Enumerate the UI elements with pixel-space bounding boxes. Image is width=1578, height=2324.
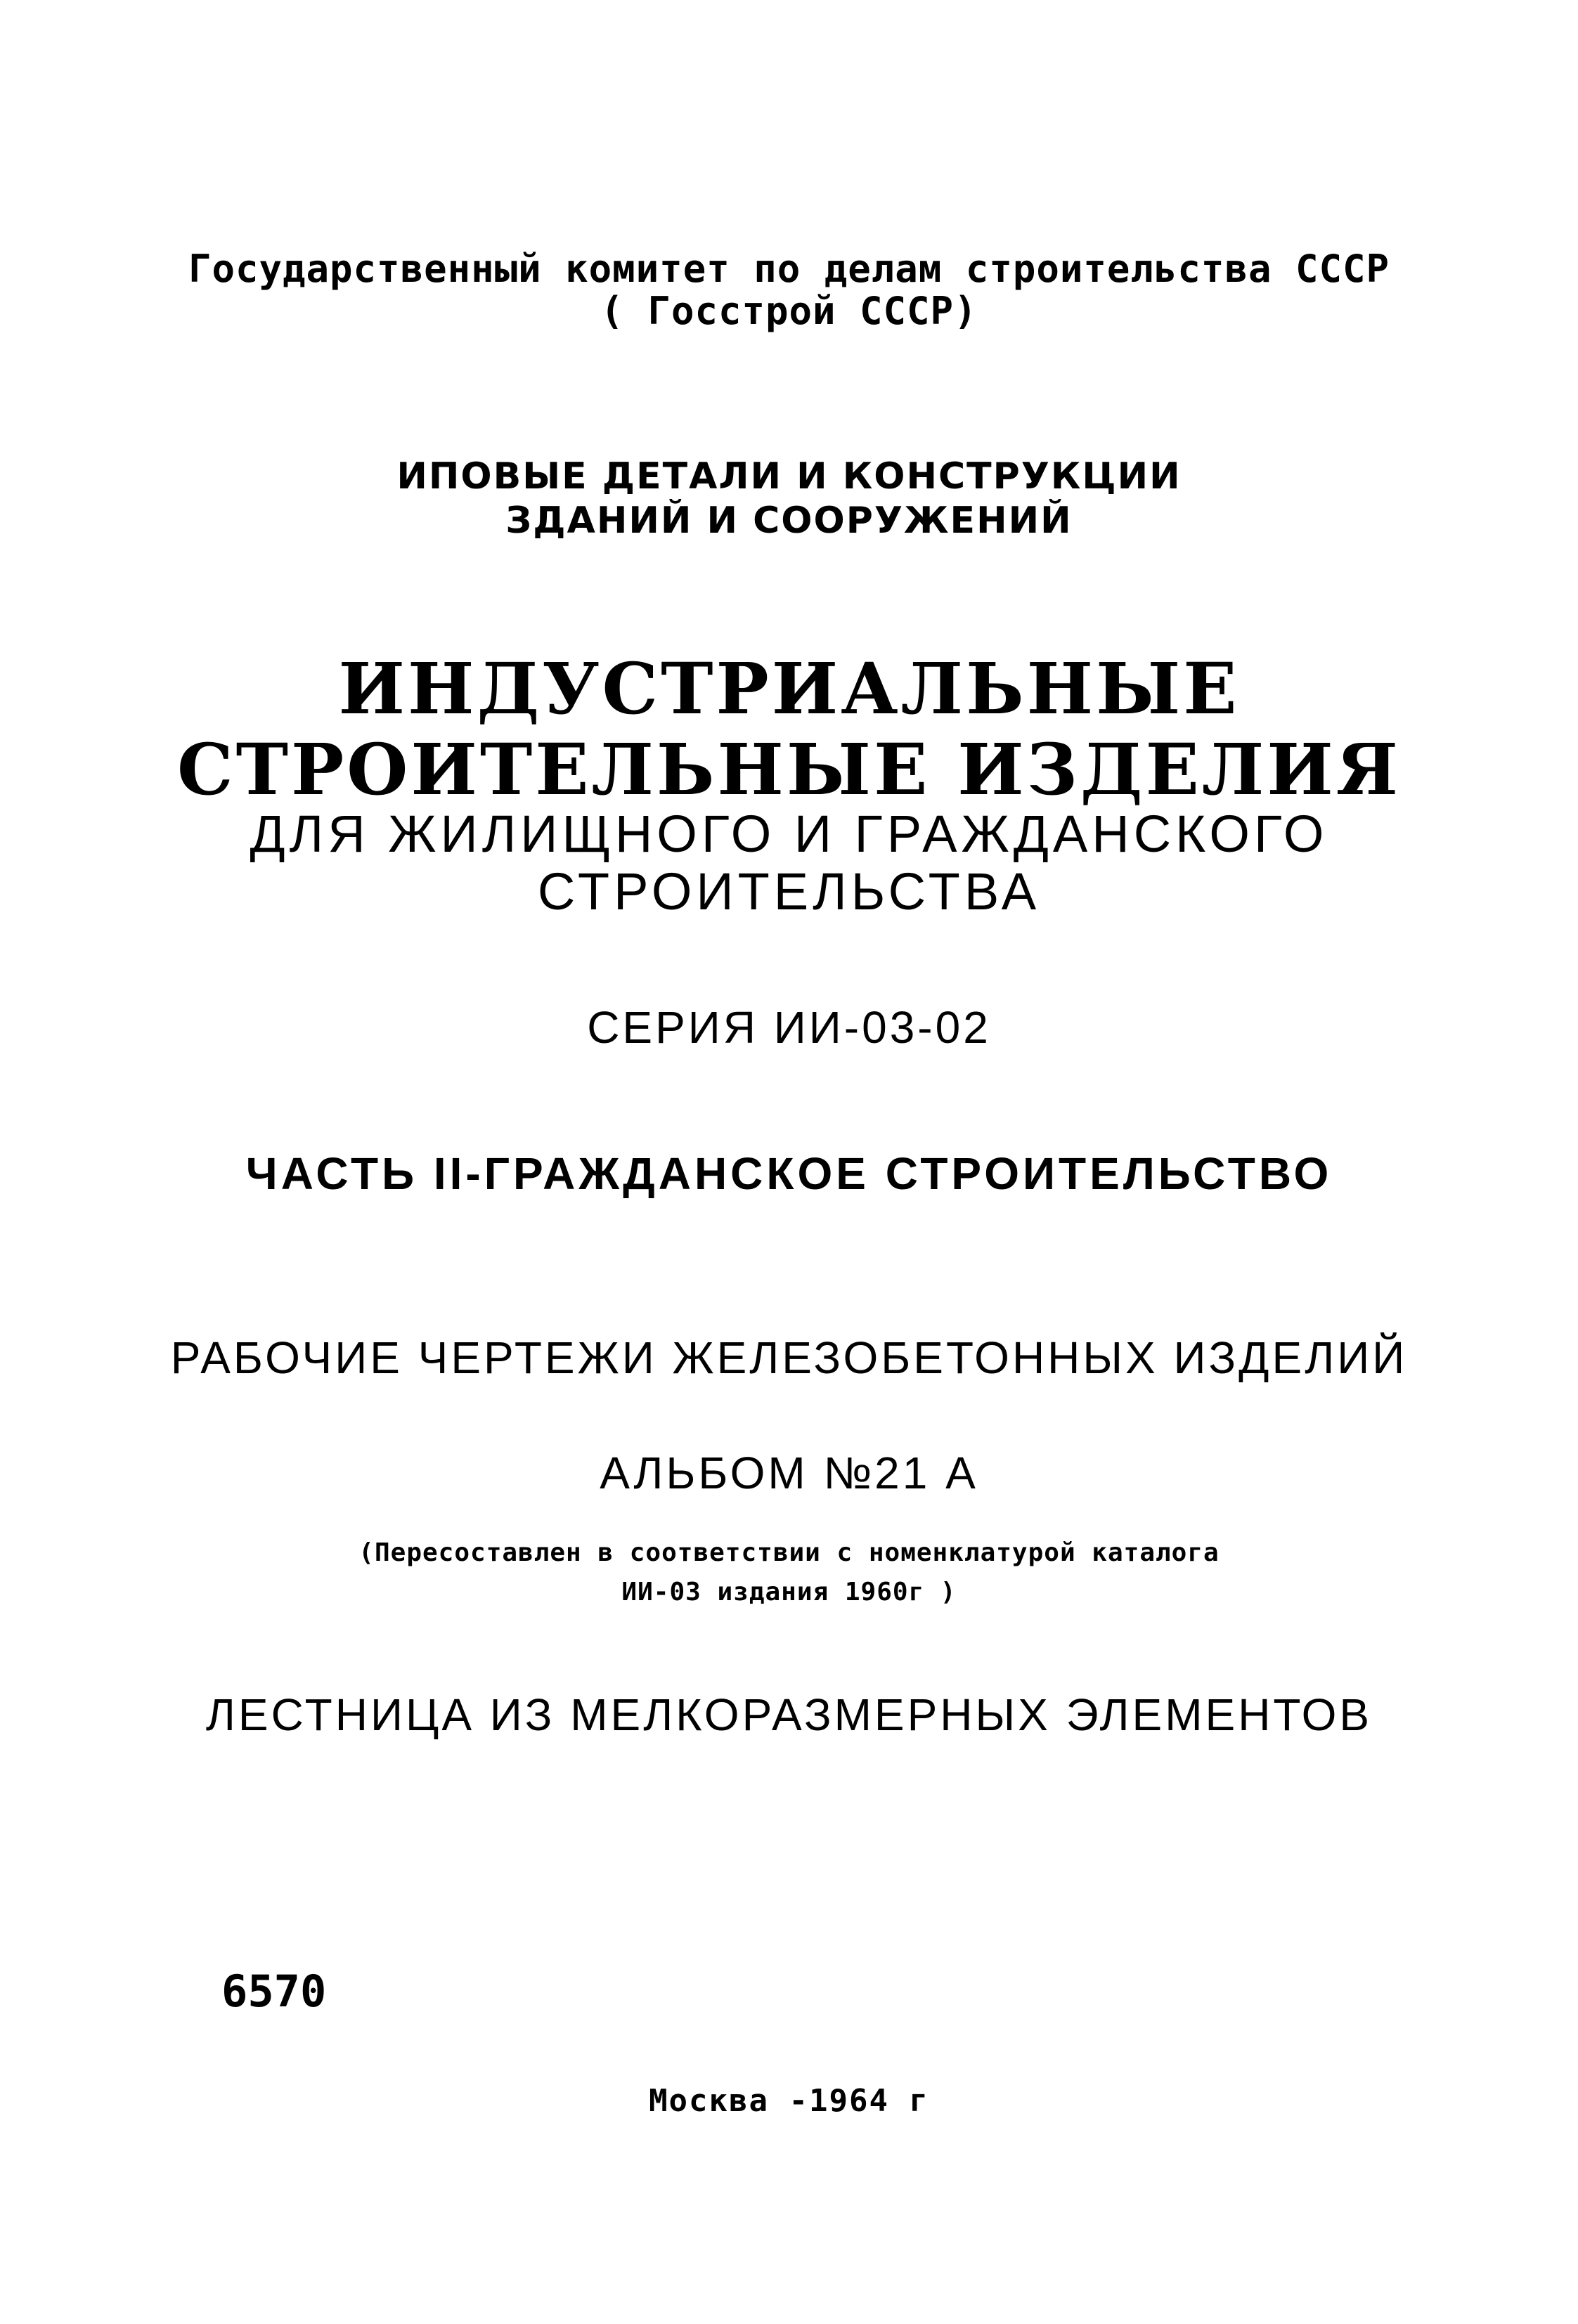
title-line4: СТРОИТЕЛЬСТВА — [537, 862, 1041, 921]
series-number: СЕРИЯ ИИ-03-02 — [587, 1002, 991, 1053]
subject-title: ЛЕСТНИЦА ИЗ МЕЛКОРАЗМЕРНЫХ ЭЛЕМЕНТОВ — [205, 1689, 1373, 1740]
compilation-note-line1: (Пересоставлен в соответствии с номенклатурой каталога — [358, 1538, 1220, 1567]
drawings-title: РАБОЧИЕ ЧЕРТЕЖИ ЖЕЛЕЗОБЕТОННЫХ ИЗДЕЛИЙ — [170, 1332, 1408, 1383]
album-number: АЛЬБОМ №21 А — [600, 1448, 978, 1498]
title-line2: СТРОИТЕЛЬНЫЕ ИЗДЕЛИЯ — [177, 728, 1401, 811]
series-heading-line1: ИПОВЫЕ ДЕТАЛИ И КОНСТРУКЦИИ — [396, 455, 1182, 498]
series-heading-line2: ЗДАНИЙ И СООРУЖЕНИЙ — [505, 500, 1073, 542]
agency-name: Государственный комитет по делам строительства СССР — [188, 247, 1390, 291]
compilation-note-line2: ИИ-03 издания 1960г ) — [621, 1578, 957, 1606]
title-line1: ИНДУСТРИАЛЬНЫЕ — [338, 647, 1240, 730]
place-and-year: Москва -1964 г — [649, 2083, 929, 2119]
document-code: 6570 — [221, 1966, 327, 2017]
title-line3: ДЛЯ ЖИЛИЩНОГО И ГРАЖДАНСКОГО — [250, 805, 1328, 863]
agency-abbreviation: ( Госстрой СССР) — [600, 289, 978, 333]
part-title: ЧАСТЬ II-ГРАЖДАНСКОЕ СТРОИТЕЛЬСТВО — [245, 1148, 1333, 1199]
